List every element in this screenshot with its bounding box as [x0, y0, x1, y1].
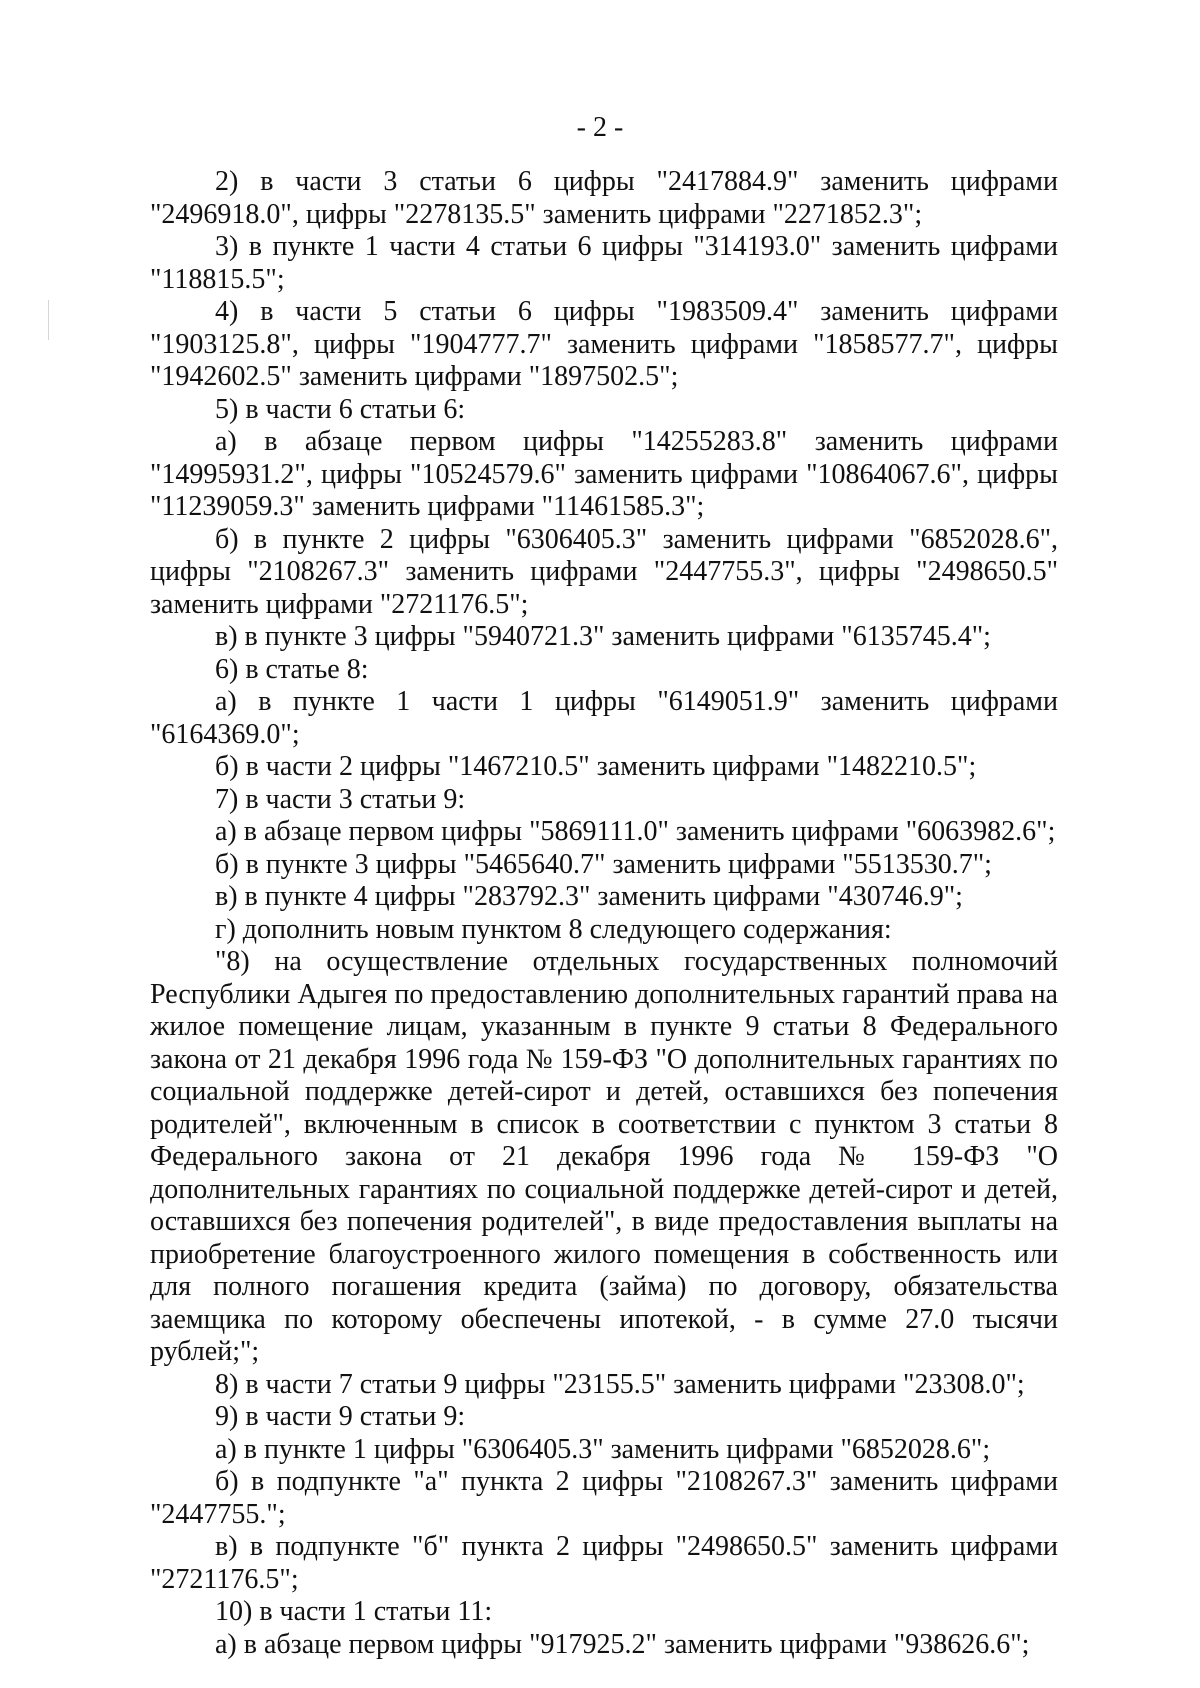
paragraph-item-6a: а) в пункте 1 части 1 цифры "6149051.9" заменить цифрами "6164369.0";	[150, 686, 1058, 750]
document-body	[150, 166, 1058, 1661]
paragraph-item-9: 9) в части 9 статьи 9:	[215, 1401, 466, 1432]
paragraph-item-5b: б) в пункте 2 цифры "6306405.3" заменить цифрами "6852028.6", цифры "2108267.3" заменить цифрами "2447755.3", цифры "2498650.5" заменить цифрами "2721176.5";	[150, 523, 1058, 620]
paragraph-item-10: 10) в части 1 статьи 11:	[215, 1596, 493, 1627]
paragraph-item-6b: б) в части 2 цифры "1467210.5" заменить цифрами "1482210.5";	[215, 751, 977, 782]
paragraph-item-8: 8) в части 7 статьи 9 цифры "23155.5" заменить цифрами "23308.0";	[215, 1368, 1025, 1400]
paragraph-item-2: 2) в части 3 статьи 6 цифры "2417884.9" заменить цифрами "2496918.0", цифры "2278135.5" заменить цифрами "2271852.3";	[150, 166, 1058, 230]
paragraph-item-7a: а) в абзаце первом цифры "5869111.0" заменить цифрами "6063982.6";	[215, 816, 1056, 847]
page-number: - 2 -	[576, 112, 624, 143]
paragraph-item-6: 6) в статье 8:	[215, 653, 369, 685]
paragraph-item-7g: г) дополнить новым пунктом 8 следующего содержания:	[215, 913, 892, 945]
paragraph-quoted-point-8: "8) на осуществление отдельных государственных полномочий Республики Адыгея по предоставлению дополнительных гарантий права на жилое помещение лицам, указанным в пункте 9 статьи 8 Федерального закона от 21 декабря 1996 года № 159-ФЗ "О дополнительных гарантиях по социальной поддержке детей-сирот и детей, оставшихся без попечения родителей", включенным в список в соответствии с пунктом 3 статьи 8 Федерального закона от 21 декабря 1996 года № 159-ФЗ "О дополнительных гарантиях по социальной поддержке детей-сирот и детей, оставшихся без попечения родителей", в виде предоставления выплаты на приобретение благоустроенного жилого помещения в собственность или для полного погашения кредита (займа) по договору, обязательства заемщика по которому обеспечены ипотекой, - в сумме 27.0 тысячи рублей;";	[150, 946, 1058, 1367]
paragraph-item-10a: а) в абзаце первом цифры "917925.2" заменить цифрами "938626.6";	[215, 1628, 1030, 1660]
paragraph-item-7: 7) в части 3 статьи 9:	[215, 783, 466, 815]
paragraph-item-7v: в) в пункте 4 цифры "283792.3" заменить цифрами "430746.9";	[215, 881, 963, 912]
paragraph-item-5a: а) в абзаце первом цифры "14255283.8" заменить цифрами "14995931.2", цифры "10524579.6" заменить цифрами "10864067.6", цифры "11239059.3" заменить цифрами "11461585.3";	[150, 426, 1058, 522]
paragraph-item-9b: б) в подпункте "а" пункта 2 цифры "2108267.3" заменить цифрами "2447755.";	[150, 1466, 1058, 1530]
paragraph-item-3: 3) в пункте 1 части 4 статьи 6 цифры "314193.0" заменить цифрами "118815.5";	[150, 231, 1058, 295]
paragraph-item-9a: а) в пункте 1 цифры "6306405.3" заменить цифрами "6852028.6";	[215, 1433, 991, 1465]
paragraph-item-9v: в) в подпункте "б" пункта 2 цифры "2498650.5" заменить цифрами "2721176.5";	[150, 1531, 1058, 1595]
paragraph-item-7b: б) в пункте 3 цифры "5465640.7" заменить цифрами "5513530.7";	[215, 848, 992, 880]
paragraph-item-5: 5) в части 6 статьи 6:	[215, 393, 466, 425]
scan-margin-mark	[48, 300, 49, 340]
paragraph-item-5v: в) в пункте 3 цифры "5940721.3" заменить цифрами "6135745.4";	[215, 621, 991, 652]
paragraph-item-4: 4) в части 5 статьи 6 цифры "1983509.4" заменить цифрами "1903125.8", цифры "1904777.7" заменить цифрами "1858577.7", цифры "1942602.5" заменить цифрами "1897502.5";	[150, 296, 1058, 392]
